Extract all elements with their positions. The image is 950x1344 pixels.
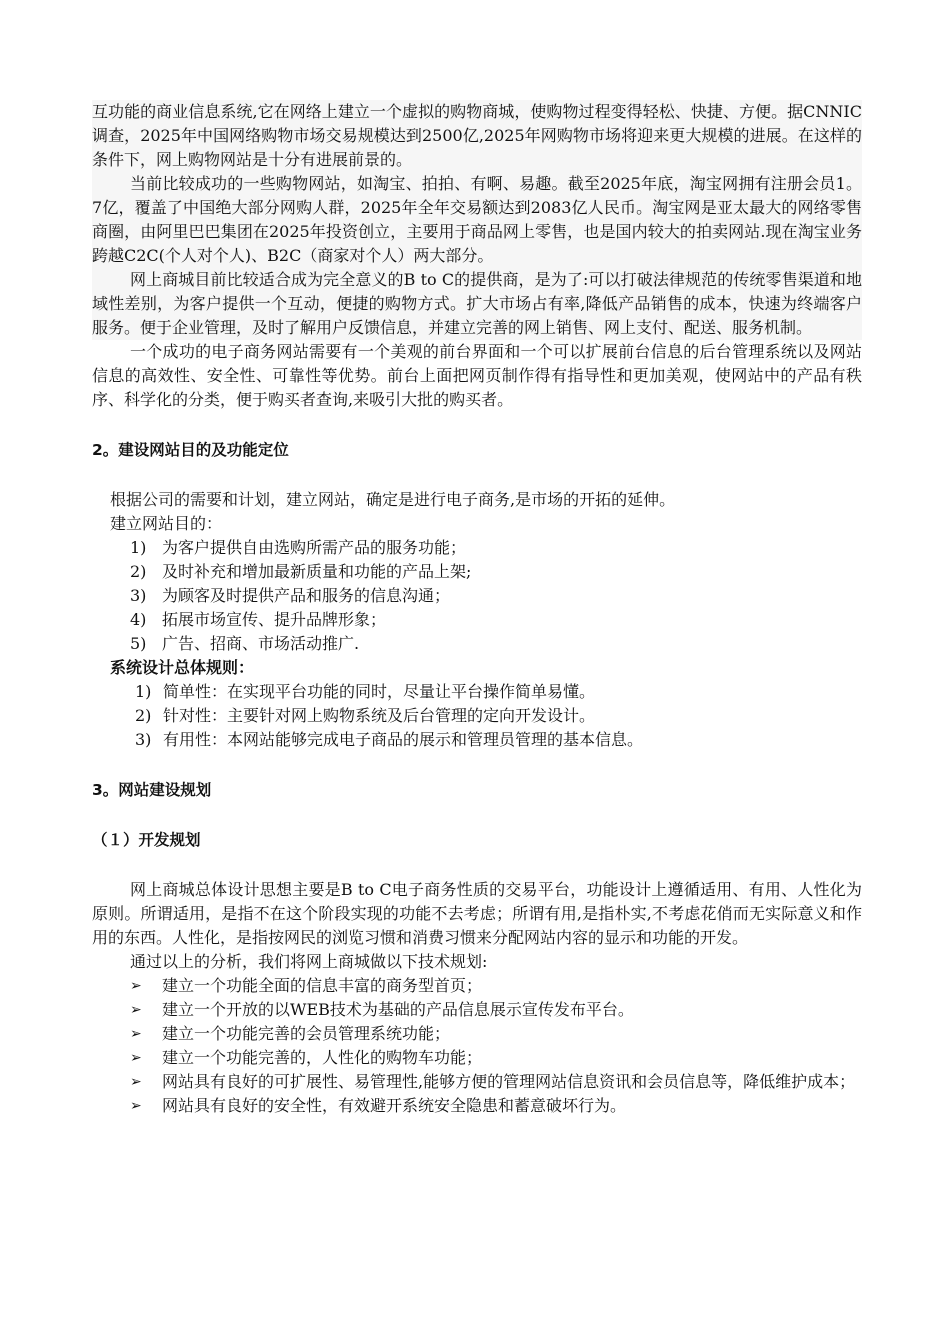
list-item: ➢ 网站具有良好的安全性，有效避开系统安全隐患和蓄意破坏行为。 <box>92 1094 862 1118</box>
development-plan-heading: （１）开发规划 <box>92 831 201 849</box>
arrow-bullet-icon: ➢ <box>130 978 142 994</box>
list-item: 1) 为客户提供自由选购所需产品的服务功能； <box>130 538 467 557</box>
goals-label: 建立网站目的： <box>110 514 223 533</box>
section-3-heading: 3。网站建设规划 <box>92 781 212 799</box>
list-item: 3) 为顾客及时提供产品和服务的信息沟通； <box>130 586 451 605</box>
document-page <box>92 100 862 1118</box>
section-2-paragraph: 根据公司的需要和计划，建立网站，确定是进行电子商务,是市场的开拓的延伸。 <box>110 490 676 509</box>
list-item: 1) 简单性：在实现平台功能的同时，尽量让平台操作简单易懂。 <box>135 682 596 701</box>
rules-label: 系统设计总体规则： <box>110 658 255 677</box>
technical-plan-list <box>92 974 862 1118</box>
intro-paragraph-3: 网上商城目前比较适合成为完全意义的B to C的提供商，是为了:可以打破法律规范的传统零售渠道和地域性差别，为客户提供一个互动，便捷的购物方式。扩大市场占有率,降低产品销售的成本，快速为终端客户服务。便于企业管理，及时了解用户反馈信息，并建立完善的网上销售、网上支付、配送、服务机制。 <box>92 270 862 337</box>
section-3-paragraph-1: 网上商城总体设计思想主要是B to C电子商务性质的交易平台，功能设计上遵循适用、有用、人性化为原则。所谓适用，是指不在这个阶段实现的功能不去考虑；所谓有用,是指朴实,不考虑花俏而无实际意义和作用的东西。人性化，是指按网民的浏览习惯和消费习惯来分配网站内容的显示和功能的开发。 <box>92 880 862 947</box>
list-item: 3) 有用性：本网站能够完成电子商品的展示和管理员管理的基本信息。 <box>135 730 644 749</box>
list-item: ➢ 网站具有良好的可扩展性、易管理性,能够方便的管理网站信息资讯和会员信息等，降低维护成本； <box>92 1070 862 1094</box>
list-item: 4) 拓展市场宣传、提升品牌形象； <box>130 610 387 629</box>
list-item: ➢ 建立一个功能全面的信息丰富的商务型首页； <box>92 974 862 998</box>
arrow-bullet-icon: ➢ <box>130 1002 142 1018</box>
section-2-heading: 2。建设网站目的及功能定位 <box>92 441 289 459</box>
goals-list <box>92 536 862 656</box>
list-item: 2) 针对性：主要针对网上购物系统及后台管理的定向开发设计。 <box>135 706 596 725</box>
arrow-bullet-icon: ➢ <box>130 1026 142 1042</box>
section-3-paragraph-2: 通过以上的分析，我们将网上商城做以下技术规划: <box>130 952 488 971</box>
list-item: ➢ 建立一个功能完善的会员管理系统功能； <box>92 1022 862 1046</box>
intro-paragraph-4: 一个成功的电子商务网站需要有一个美观的前台界面和一个可以扩展前台信息的后台管理系统以及网站信息的高效性、安全性、可靠性等优势。前台上面把网页制作得有指导性和更加美观，使网站中的产品有秩序、科学化的分类，便于购买者查询,来吸引大批的购买者。 <box>92 342 862 409</box>
intro-paragraph-1: 互功能的商业信息系统,它在网络上建立一个虚拟的购物商城，使购物过程变得轻松、快捷、方便。据CNNIC调查，2025年中国网络购物市场交易规模达到2500亿,2025年网购物市场将迎来更大规模的进展。在这样的条件下，网上购物网站是十分有进展前景的。 <box>92 102 862 169</box>
arrow-bullet-icon: ➢ <box>130 1074 142 1090</box>
list-item: ➢ 建立一个开放的以WEB技术为基础的产品信息展示宣传发布平台。 <box>92 998 862 1022</box>
rules-list <box>92 680 862 752</box>
arrow-bullet-icon: ➢ <box>130 1098 142 1114</box>
list-item: 2) 及时补充和增加最新质量和功能的产品上架; <box>130 562 472 581</box>
arrow-bullet-icon: ➢ <box>130 1050 142 1066</box>
intro-shaded-block <box>92 100 862 340</box>
list-item: 5) 广告、招商、市场活动推广. <box>130 634 360 653</box>
intro-paragraph-2: 当前比较成功的一些购物网站，如淘宝、拍拍、有啊、易趣。截至2025年底，淘宝网拥有注册会员1。7亿，覆盖了中国绝大部分网购人群，2025年全年交易额达到2083亿人民币。淘宝网是亚太最大的网络零售商圈，由阿里巴巴集团在2025年投资创立，主要用于商品网上零售，也是国内较大的拍卖网站.现在淘宝业务跨越C2C(个人对个人)、B2C（商家对个人）两大部分。 <box>92 174 862 265</box>
list-item: ➢ 建立一个功能完善的，人性化的购物车功能； <box>92 1046 862 1070</box>
